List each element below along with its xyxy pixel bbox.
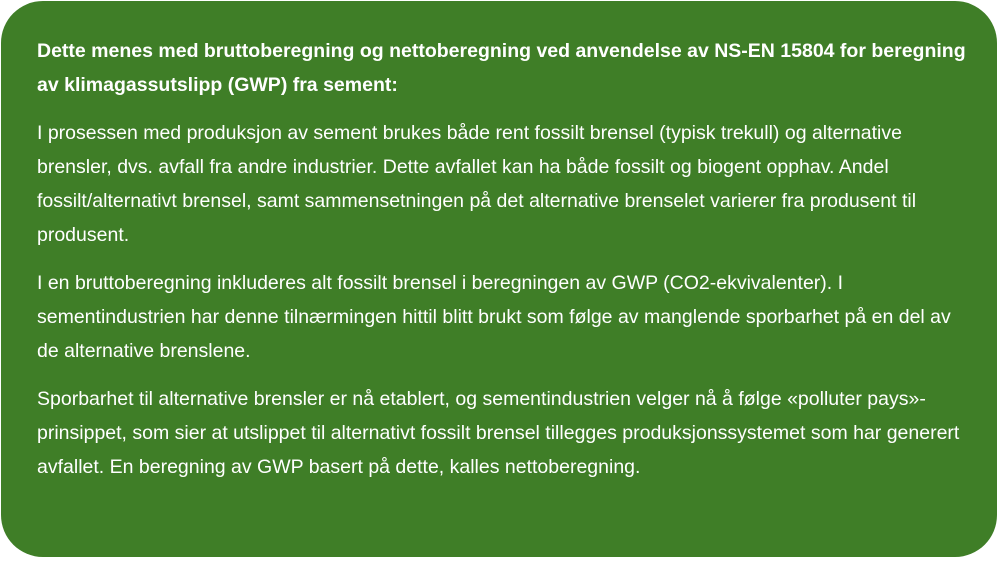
info-box xyxy=(1,1,997,557)
info-box-heading: Dette menes med bruttoberegning og nettoberegning ved anvendelse av NS-EN 15804 for beregning av klimagassutslipp (GWP) fra sement: xyxy=(37,40,966,96)
paragraph-fuel-types: I prosessen med produksjon av sement brukes både rent fossilt brensel (typisk trekull) og alternative brensler, dvs. avfall fra andre industrier. Dette avfallet kan ha både fossilt og biogent opphav. Andel fossilt/alternativt brensel, samt sammensetningen på det alternative brenselet varierer fra produsent til produsent. xyxy=(37,122,917,246)
paragraph-net-calculation: Sporbarhet til alternative brensler er nå etablert, og sementindustrien velger nå å følge «polluter pays»-prinsippet, som sier at utslippet til alternativt fossilt brensel tillegges produksjonssystemet som har generert avfallet. En beregning av GWP basert på dette, kalles nettoberegning. xyxy=(37,388,960,478)
paragraph-gross-calculation: I en bruttoberegning inkluderes alt fossilt brensel i beregningen av GWP (CO2-ekvivalenter). I sementindustrien har denne tilnærmingen hittil blitt brukt som følge av manglende sporbarhet på en del av de alternative brenslene. xyxy=(37,272,951,362)
